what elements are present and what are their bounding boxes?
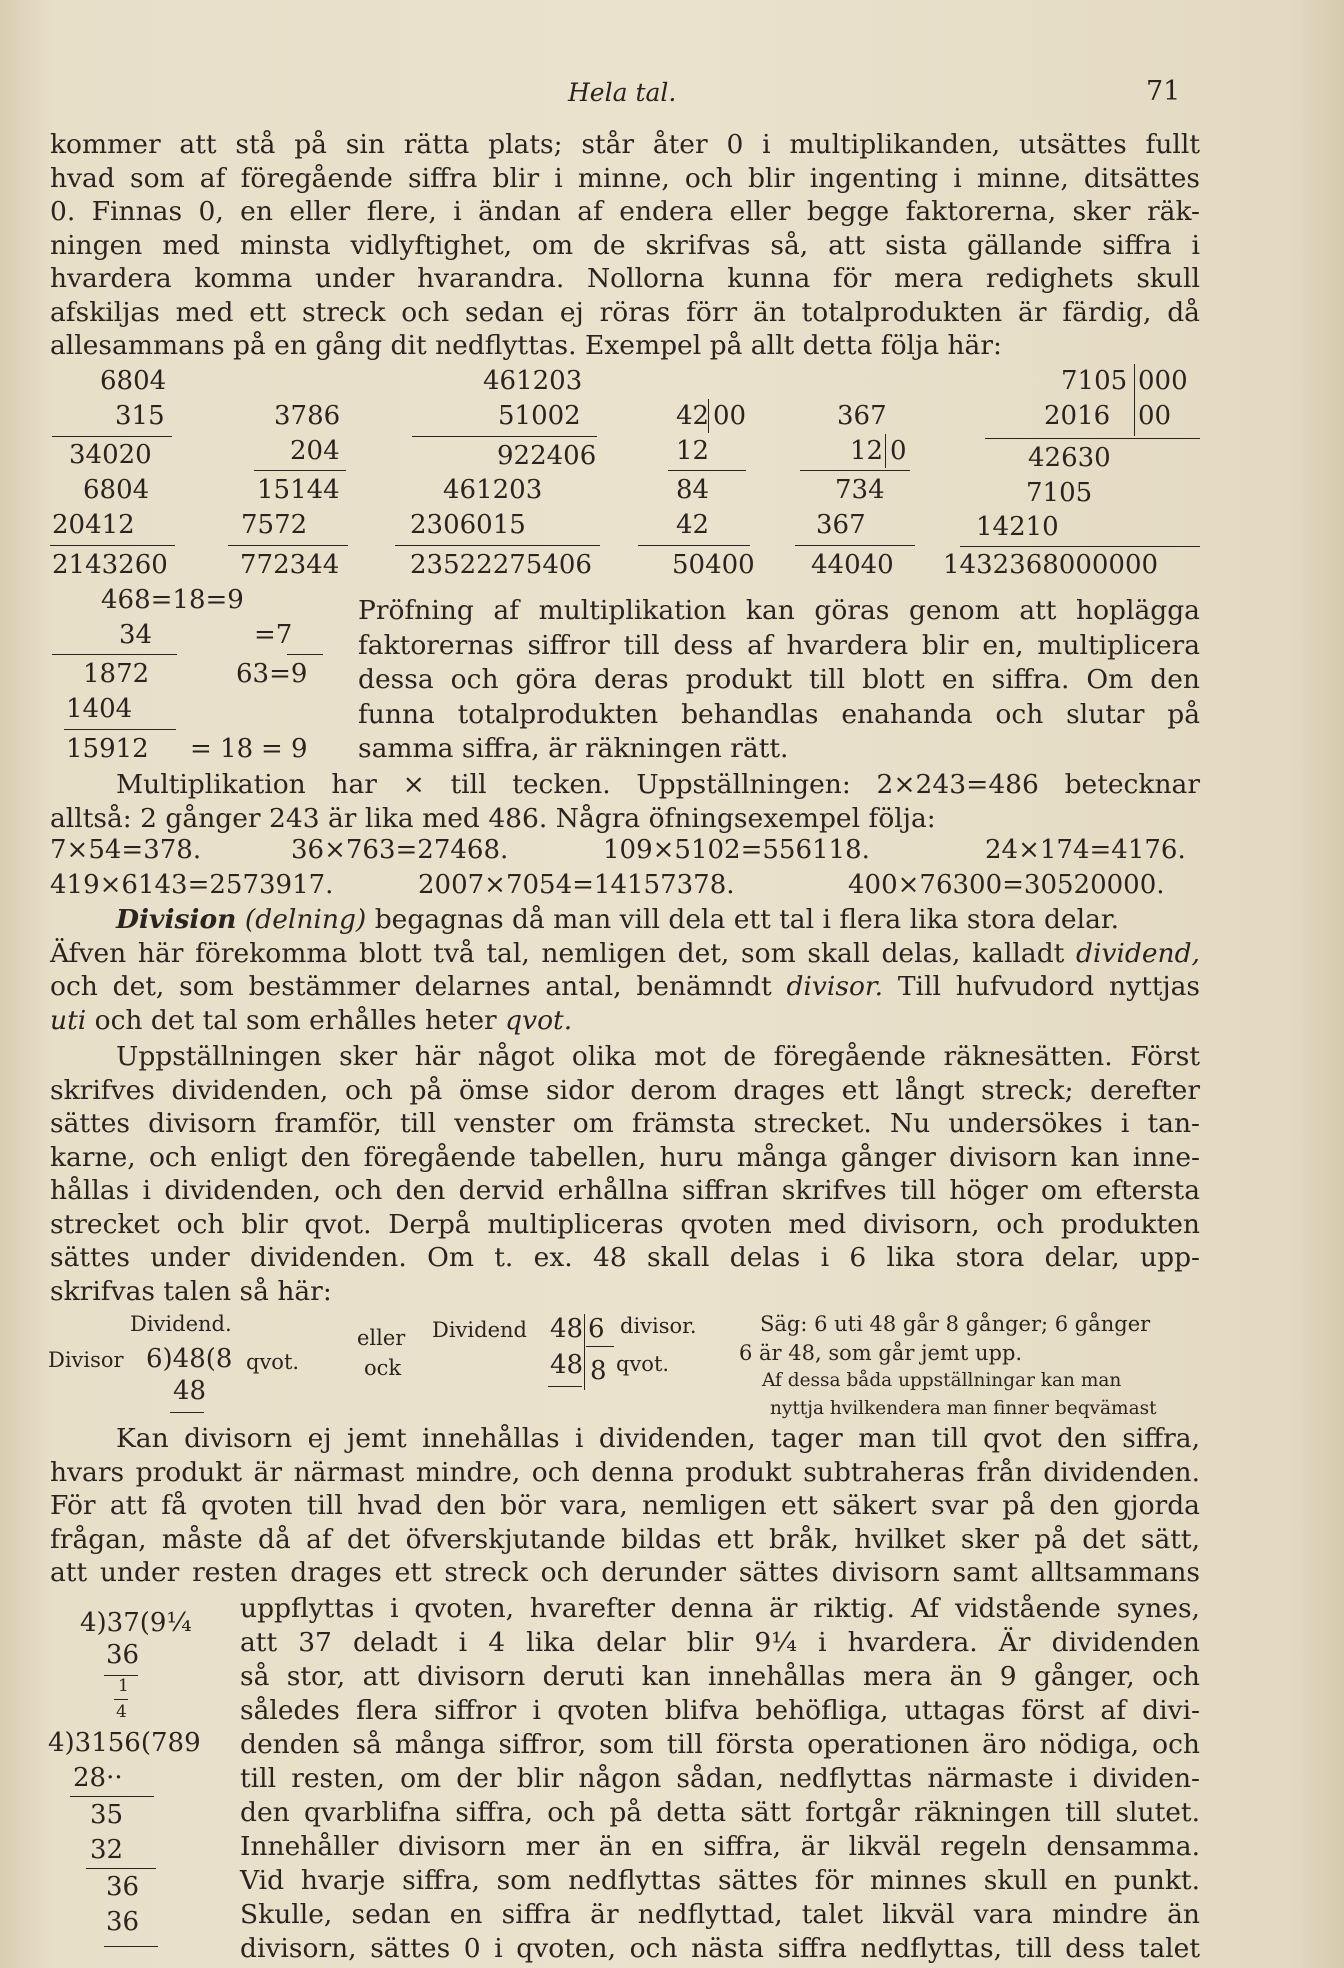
text-line: allesammans på en gång dit nedflyttas. Exempel på allt detta följa här: — [50, 330, 1002, 361]
check-row: = 18 — [190, 734, 254, 764]
sum-rule — [960, 546, 1200, 547]
division-paragraph — [50, 903, 1200, 1037]
example-number: 3786 — [274, 401, 341, 431]
text-span: och det, som bestämmer delarnes antal, benämndt — [50, 971, 772, 1002]
text-line: samma siffra, är räkningen rätt. — [358, 733, 789, 764]
text-span: Äfven här förekomma blott två tal, nemligen det, som skall delas, kalladt — [50, 937, 1065, 969]
note-line: nyttja hvilkendera man finner beqvämast — [770, 1398, 1157, 1419]
text-line: Innehåller divisorn mer än en siffra, är likväl regeln densamma. — [240, 1831, 1200, 1862]
eller-label: eller — [357, 1326, 406, 1350]
text-line: faktorernas siffror till dess af hvardera blir en, multiplicera — [358, 629, 1200, 661]
sum-rule — [52, 436, 172, 437]
text-line: hållas i dividenden, och den dervid erhållna siffran skrifves till höger om eftersta — [50, 1175, 1200, 1206]
calc-row: 35 — [90, 1800, 124, 1830]
note-line: Säg: 6 uti 48 går 8 gånger; 6 gånger — [760, 1312, 1151, 1336]
qvot-label: qvot. — [246, 1350, 300, 1374]
example-number: 2306015 — [410, 510, 526, 540]
example-number: 42630 — [1028, 443, 1111, 473]
remainder-paragraph — [50, 1422, 1200, 1590]
exercise: 7×54=378. — [50, 835, 202, 865]
check-row: 1872 — [83, 659, 150, 689]
zero-separator — [708, 399, 709, 433]
example-number: 0 — [890, 436, 907, 466]
sum-rule — [412, 436, 597, 437]
example-number: 51002 — [498, 401, 581, 431]
text-line: ningen med minsta vidlyftighet, om de skrifvas så, att sista gällande siffra i — [50, 229, 1200, 261]
example-number: 461203 — [443, 475, 543, 505]
example-number: 461203 — [483, 366, 583, 396]
sum-rule — [86, 1868, 156, 1869]
text-line: Skulle, sedan en siffra är nedflyttad, talet likväl vara mindre än — [240, 1899, 1200, 1930]
sum-rule — [50, 545, 175, 546]
example-number: 6804 — [83, 475, 150, 505]
exercise: 2007×7054=14157378. — [418, 870, 735, 900]
sum-rule — [64, 729, 176, 730]
check-row: 468=18=9 — [101, 585, 244, 615]
product-number-2: 48 — [550, 1350, 584, 1380]
check-row: 63=9 — [236, 659, 308, 689]
text-line: alltså: 2 gånger 243 är lika med 486. Några öfningsexempel följa: — [50, 802, 936, 834]
qvot-label-2: qvot. — [616, 1352, 670, 1376]
final-paragraph — [240, 1592, 1200, 1966]
sum-rule — [638, 545, 750, 546]
text-line: Vid hvarje siffra, som nedflyttas sättes för minnes skull en punkt. — [240, 1865, 1200, 1896]
sum-rule — [668, 470, 746, 471]
dividend-number: 48 — [550, 1314, 584, 1344]
example-number: 7572 — [241, 510, 308, 540]
text-line: hvars produkt är närmast mindre, och denna produkt subtraheras från dividenden. — [50, 1456, 1200, 1488]
example-number: 12 — [850, 436, 884, 466]
text-line: frågan, måste då af det öfverskjutande bildas ett bråk, hvilket sker på det sätt, — [50, 1523, 1200, 1555]
intro-paragraph — [50, 128, 1200, 363]
term-divisor: divisor. — [786, 971, 884, 1002]
term-dividend: dividend, — [1076, 937, 1200, 969]
check-paragraph — [358, 594, 1200, 767]
product-number: 48 — [173, 1376, 207, 1406]
example-number: 2143260 — [52, 550, 168, 580]
text-line: skrifvas talen så här: — [50, 1275, 332, 1307]
zero-separator — [885, 434, 886, 468]
example-number: 15144 — [257, 475, 340, 505]
term-uti: uti — [50, 1004, 87, 1036]
exercise: 419×6143=2573917. — [50, 870, 334, 900]
divisor-label: Divisor — [48, 1348, 124, 1372]
text-line: dessa och göra deras produkt till blott en siffra. Om den — [358, 664, 1200, 695]
sum-rule — [395, 545, 600, 546]
check-row: = 9 — [261, 734, 308, 764]
example-number: 00 — [713, 401, 747, 431]
example-number: 42 — [676, 401, 710, 431]
text-line: att 37 deladt i 4 lika delar blir 9¼ i hvardera. Är dividenden — [240, 1627, 1200, 1658]
dividend-label-2: Dividend — [432, 1318, 527, 1342]
sum-rule — [170, 1412, 204, 1413]
text-span: och det tal som erhålles heter — [94, 1004, 497, 1036]
example-number: 00 — [1138, 401, 1172, 431]
example-number: 34020 — [69, 440, 152, 470]
sum-rule — [228, 545, 348, 546]
check-row: =7 — [254, 620, 293, 650]
setup-paragraph — [50, 1040, 1200, 1308]
example-number: 367 — [837, 401, 887, 431]
text-line: uppflyttas i qvoten, hvarefter denna är riktig. Af vidstående synes, — [240, 1593, 1200, 1624]
calc-row: 4)3156(789 — [48, 1728, 201, 1758]
example-number: 1432368000000 — [943, 550, 1159, 580]
divisor-label-2: divisor. — [620, 1314, 697, 1338]
running-head: Hela tal. — [568, 78, 677, 107]
example-number: 23522275406 — [410, 550, 592, 580]
exercise: 24×174=4176. — [985, 835, 1186, 865]
sum-rule — [548, 1386, 582, 1387]
text-line: så stor, att divisorn deruti kan innehållas mera än 9 gånger, och — [240, 1661, 1200, 1692]
example-number: 000 — [1138, 366, 1188, 396]
text-span: begagnas då man vill dela ett tal i flera lika stora delar. — [374, 904, 1120, 935]
example-number: 14210 — [976, 512, 1059, 542]
example-number: 367 — [816, 510, 866, 540]
text-line: sättes divisorn framför, till venster om främsta strecket. Nu undersökes i tan- — [50, 1108, 1200, 1139]
sum-rule — [52, 654, 177, 655]
example-number: 42 — [676, 510, 710, 540]
text-line — [50, 937, 1200, 971]
text-line — [50, 903, 1200, 937]
example-number: 7105 — [1026, 478, 1093, 508]
division-gloss: (delning) — [244, 904, 367, 935]
text-line: strecket och blir qvot. Derpå multipliceras qvoten med divisorn, och produkten — [50, 1208, 1200, 1240]
example-number: 734 — [835, 475, 885, 505]
text-line — [50, 1004, 1200, 1038]
text-line: hvad som af föregående siffra blir i minne, och blir ingenting i minne, ditsättes — [50, 162, 1200, 194]
sum-rule — [795, 545, 915, 546]
text-line: till resten, om der blir någon sådan, nedflyttas närmaste i dividen- — [240, 1763, 1200, 1794]
quotient-number: 8 — [590, 1356, 607, 1386]
dividend-label: Dividend. — [130, 1312, 232, 1336]
example-number: 922406 — [497, 441, 597, 471]
text-line: karne, och enligt den föregående tabellen, huru många gånger divisorn kan inne- — [50, 1141, 1200, 1173]
example-number: 44040 — [811, 550, 894, 580]
text-line: således flera siffror i qvoten blifva behöfliga, uttagas först af divi- — [240, 1695, 1200, 1726]
text-line: divisorn, sättes 0 i qvoten, och nästa siffra nedflyttas, till dess talet — [240, 1933, 1200, 1964]
example-number: 20412 — [52, 510, 135, 540]
calc-row: 4 — [116, 1702, 127, 1722]
fraction-rule — [114, 1699, 128, 1700]
text-line: 0. Finnas 0, en eller flere, i ändan af endera eller begge faktorerna, sker räk- — [50, 196, 1200, 227]
page-number: 71 — [1146, 76, 1181, 107]
example-number: 50400 — [672, 550, 755, 580]
check-row: 34 — [119, 620, 153, 650]
example-number: 2016 — [1044, 401, 1111, 431]
note-line: 6 är 48, som går jemt upp. — [739, 1341, 1023, 1365]
example-number: 772344 — [240, 550, 340, 580]
check-row: 15912 — [66, 734, 149, 764]
example-number: 7105 — [1061, 366, 1128, 396]
text-line: För att få qvoten till hvad den bör vara, nemligen ett säkert svar på den gjorda — [50, 1490, 1200, 1521]
text-line: att under resten drages ett streck och derunder sättes divisorn samt alltsammans — [50, 1557, 1200, 1588]
text-line: Multiplikation har × till tecken. Uppställningen: 2×243=486 betecknar — [116, 769, 1200, 800]
text-line — [50, 970, 1200, 1004]
text-line: denden så många siffror, som till första operationen äro nödiga, och — [240, 1729, 1200, 1760]
exercise: 36×763=27468. — [291, 835, 509, 865]
text-line: hvardera komma under hvarandra. Nollorna kunna för mera redighets skull — [50, 263, 1200, 294]
division-bar — [584, 1314, 585, 1390]
example-number: 84 — [676, 475, 710, 505]
calc-row: 1 — [118, 1676, 129, 1696]
divisor-number: 6 — [588, 1314, 605, 1344]
example-number: 315 — [115, 401, 165, 431]
calc-row: 28·· — [73, 1763, 123, 1793]
text-line: afskiljas med ett streck och sedan ej röras förr än totalprodukten är färdig, då — [50, 296, 1200, 328]
check-row: 1404 — [66, 694, 133, 724]
division-expression: 6)48(8 — [146, 1344, 233, 1374]
sum-rule — [254, 470, 346, 471]
multiplication-sign-paragraph — [50, 768, 1200, 835]
calc-row: 36 — [106, 1907, 140, 1937]
text-line: Pröfning af multiplikation kan göras genom att hoplägga — [358, 595, 1200, 626]
sum-rule — [104, 1946, 158, 1947]
calc-row: 36 — [106, 1872, 140, 1902]
exercise: 109×5102=556118. — [603, 835, 870, 865]
exercise: 400×76300=30520000. — [848, 870, 1165, 900]
note-line: Af dessa båda uppställningar kan man — [762, 1370, 1122, 1391]
example-number: 6804 — [100, 366, 167, 396]
example-number: 12 — [676, 436, 710, 466]
sum-rule — [985, 438, 1200, 439]
calc-row: 4)37(9¼ — [80, 1608, 192, 1638]
text-line: Uppställningen sker här något olika mot de föregående räknesätten. Först — [116, 1041, 1200, 1072]
example-number: 204 — [290, 436, 340, 466]
calc-row: 32 — [90, 1835, 124, 1865]
text-line: funna totalprodukten behandlas enahanda och slutar på — [358, 698, 1200, 730]
sum-rule — [70, 1796, 154, 1797]
zero-separator — [1134, 364, 1135, 436]
text-line: den qvarblifna siffra, och på detta sätt fortgår räkningen till slutet. — [240, 1797, 1200, 1828]
text-line: skrifves dividenden, och på ömse sidor derom drages ett långt streck; derefter — [50, 1074, 1200, 1106]
text-span: Till hufvudord nyttjas — [897, 971, 1200, 1002]
text-line: sättes under dividenden. Om t. ex. 48 skall delas i 6 lika stora delar, upp- — [50, 1242, 1200, 1273]
quotient-rule — [586, 1346, 614, 1347]
text-line: Kan divisorn ej jemt innehållas i dividenden, tager man till qvot den siffra, — [116, 1423, 1200, 1454]
division-term: Division — [116, 904, 237, 935]
term-qvot: qvot. — [505, 1004, 573, 1036]
sum-rule — [287, 654, 323, 655]
calc-row: 36 — [106, 1640, 140, 1670]
sum-rule — [800, 470, 910, 471]
text-line: kommer att stå på sin rätta plats; står åter 0 i multiplikanden, utsättes fullt — [50, 129, 1200, 160]
ock-label: ock — [364, 1356, 402, 1380]
